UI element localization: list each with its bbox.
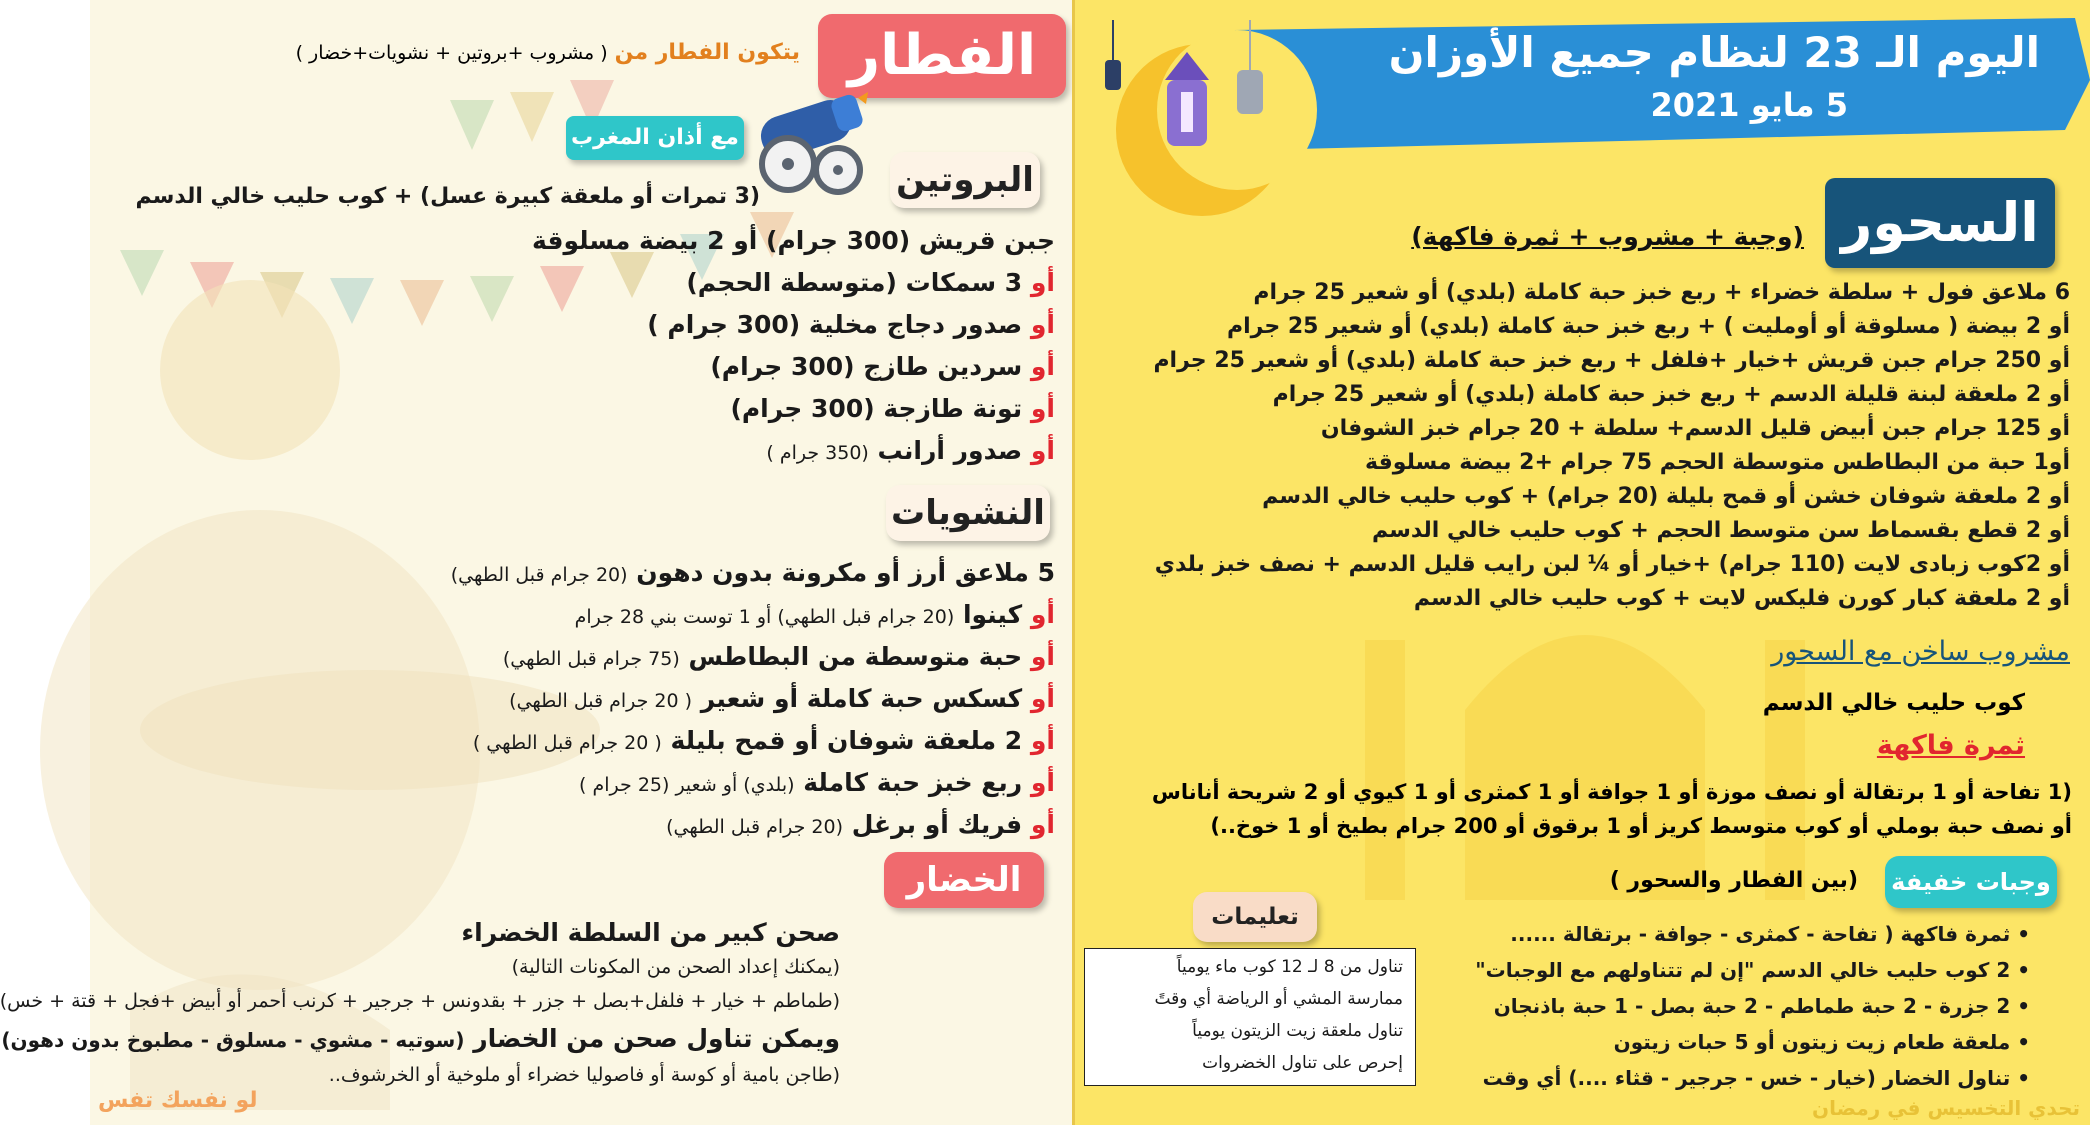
list-item: • 2 جزرة - 2 حبة طماطم - 2 حبة بصل - 1 حبة باذنجان: [1493, 994, 2030, 1018]
list-item: أو 2 ملعقة لبنة قليلة الدسم + ربع خبز حبة كاملة (بلدي) أو شعير 25 جرام: [1272, 382, 2070, 407]
list-item: أو 2 ملعقة شوفان أو قمح بليلة ( 20 جرام قبل الطهي ): [472, 726, 1055, 755]
list-item: أو صدور أرانب (350 جرام ): [766, 436, 1055, 465]
fruit-title: ثمرة فاكهة: [1876, 730, 2025, 761]
carbs-title: النشويات: [886, 485, 1050, 541]
list-item: أو صدور دجاج مخلية (300 جرام ): [647, 310, 1055, 339]
suhoor-title: السحور: [1825, 178, 2055, 268]
fruit-line1: (1 تفاحة أو 1 برتقالة أو نصف موزة أو 1 جوافة أو 1 كمثرى أو 1 كيوي أو 2 شريحة أناناس: [1151, 780, 2072, 804]
list-item: أو 2 بيضة ( مسلوقة أو أومليت ) + ربع خبز حبة كاملة (بلدي) أو شعير 25 جرام: [1226, 314, 2070, 339]
list-item: • ملعقة طعام زيت زيتون أو 5 حبات زيتون: [1613, 1030, 2030, 1054]
list-item: أو 2 ملعقة شوفان خشن أو قمح بليلة (20 جرام) + كوب حليب خالي الدسم: [1262, 484, 2070, 509]
veg-title: الخضار: [884, 852, 1044, 908]
list-item: جبن قريش (300 جرام) أو 2 بيضة مسلوقة: [531, 226, 1055, 255]
iftar-intro-label: يتكون الفطار من: [614, 40, 800, 65]
instructions-title: تعليمات: [1193, 892, 1317, 942]
date-label: 5 مايو 2021: [1650, 86, 1848, 124]
list-item: أو1 حبة من البطاطس متوسطة الحجم 75 جرام +2 بيضة مسلوقة: [1365, 450, 2070, 475]
veg-line1: صحن كبير من السلطة الخضراء: [461, 918, 840, 947]
list-item: أو تونة طازجة (300 جرام): [730, 394, 1055, 423]
suhoor-panel: [1075, 0, 2090, 1125]
protein-list: [95, 226, 1055, 476]
list-item: 6 ملاعق فول + سلطة خضراء + ربع خبز حبة كاملة (بلدي) أو شعير 25 جرام: [1253, 280, 2070, 305]
list-item: أو حبة متوسطة من البطاطس (75 جرام قبل الطهي): [502, 642, 1055, 671]
veg-line4: ويمكن تناول صحن من الخضار (سوتيه - مشوي - مسلوق - مطبوخ بدون دهون): [1, 1024, 840, 1053]
veg-line3: (طماطم + خيار + فلفل+بصل + جزر + بقدونس + جرجير + كرنب أحمر أو أبيض +فجل + قتة + خس): [0, 990, 840, 1012]
protein-title: البروتين: [890, 152, 1040, 208]
instructions-box: [1084, 948, 1416, 1086]
footer-watermark: تحدي التخسيس في رمضان: [1812, 1096, 2080, 1120]
list-item: أو فريك أو برغل (20 جرام قبل الطهي): [666, 810, 1055, 839]
iftar-title: الفطار: [818, 14, 1066, 98]
fruit-line2: أو نصف حبة بوملي أو كوب متوسط كريز أو 1 برقوق أو 200 جرام بطيخ أو 1 خوخ..): [1210, 814, 2072, 838]
iftar-intro-items: ( مشروب +بروتين + نشويات+خضار ): [295, 42, 608, 64]
snacks-title: وجبات خفيفة: [1885, 856, 2057, 908]
list-item: أو 2 ملعقة كبار كورن فليكس لايت + كوب حليب خالي الدسم: [1413, 586, 2070, 611]
list-item: ممارسة المشي أو الرياضة أي وقتً: [1154, 989, 1403, 1009]
list-item: أو كينوا (20 جرام قبل الطهي) أو 1 توست بني 28 جرام: [574, 600, 1055, 629]
list-item: 5 ملاعق أرز أو مكرونة بدون دهون (20 جرام قبل الطهي): [450, 558, 1055, 587]
list-item: أو كسكس حبة كاملة أو شعير ( 20 جرام قبل الطهي): [509, 684, 1055, 713]
list-item: • ثمرة فاكهة ( تفاحة - كمثرى - جوافة - برتقالة ......: [1510, 922, 2030, 946]
veg-line5: (طاجن بامية أو كوسة أو فاصوليا خضراء أو ملوخية أو الخرشوف..: [328, 1064, 840, 1086]
iftar-intro: [296, 40, 800, 65]
drink-title: مشروب ساخن مع السحور: [1771, 636, 2070, 667]
suhoor-list: [1070, 280, 2070, 630]
list-item: تناول ملعقة زيت الزيتون يومياً: [1192, 1021, 1403, 1041]
maghrib-badge: مع أذان المغرب: [566, 116, 744, 160]
crescent-lantern-icon: [1087, 20, 1317, 220]
suhoor-subtitle: (وجبة + مشروب + ثمرة فاكهة): [1411, 222, 1804, 251]
list-item: أو سردين طازج (300 جرام): [710, 352, 1055, 381]
list-item: أو 2 قطع بقسماط سن متوسط الحجم + كوب حليب خالي الدسم: [1371, 518, 2070, 543]
list-item: أو ربع خبز حبة كاملة (بلدي) أو شعير (25 جرام ): [579, 768, 1055, 797]
drink-text: كوب حليب خالي الدسم: [1762, 690, 2025, 716]
carbs-list: [95, 558, 1055, 848]
brand-watermark: لو نفسك تفس: [98, 1088, 258, 1113]
list-item: أو 250 جرام جبن قريش +خيار +فلفل + ربع خبز حبة كاملة (بلدي) أو شعير 25 جرام: [1153, 348, 2070, 373]
snacks-subtitle: (بين الفطار والسحور ): [1609, 868, 1858, 893]
protein-lead: (3 تمرات أو ملعقة كبيرة عسل) + كوب حليب خالي الدسم: [135, 184, 760, 209]
list-item: • تناول الخضار (خيار - خس - جرجير - قثاء ....) أي وقت: [1482, 1066, 2030, 1090]
ramadan-cannon-icon: [750, 90, 880, 200]
list-item: أو 3 سمكات (متوسطة الحجم): [686, 268, 1055, 297]
list-item: تناول من 8 لـ 12 كوب ماء يومياً: [1176, 957, 1403, 977]
list-item: إحرص على تناول الخضروات: [1202, 1053, 1403, 1073]
list-item: • 2 كوب حليب خالي الدسم "إن لم تتناولهم مع الوجبات": [1475, 958, 2030, 982]
list-item: أو 2كوب زبادى لايت (110 جرام) +خيار أو ¼ لبن رايب قليل الدسم + نصف خبز بلدي: [1154, 552, 2070, 577]
snacks-list: [1470, 922, 2030, 1122]
day-title: اليوم الـ 23 لنظام جميع الأوزان: [1388, 28, 2040, 77]
list-item: أو 125 جرام جبن أبيض قليل الدسم+ سلطة + 20 جرام خبز الشوفان: [1320, 416, 2070, 441]
veg-line2: (يمكنك إعداد الصحن من المكونات التالية): [511, 956, 840, 978]
